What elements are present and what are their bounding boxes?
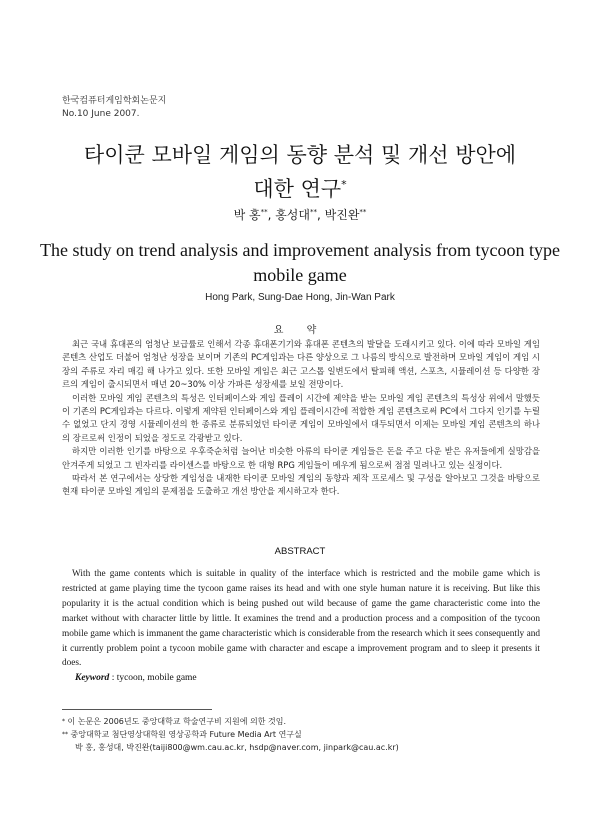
footnote-2-mark: **	[62, 731, 68, 738]
korean-authors: 박 홍**, 홍성대**, 박진완**	[233, 208, 367, 222]
footnotes	[62, 715, 542, 754]
english-title-line1: The study on trend analysis and improvement analysis from tycoon type	[40, 240, 560, 260]
english-authors: Hong Park, Sung-Dae Hong, Jin-Wan Park	[205, 292, 395, 303]
author-1-mark: **	[260, 208, 268, 216]
korean-abstract-paragraph-3: 하지만 이러한 인기를 바탕으로 우후죽순처럼 늘어난 비슷한 아류의 타이쿤 게임들은 돈을 주고 다운 받은 유저들에게 실망감을 안겨주게 되었고 그 빈자리를 라이센스를 바탕으로 한 대형 RPG 게임들이 메우게 됨으로써 점점 밀려나고 있는 실정이다.	[62, 446, 540, 470]
footnote-2-text: 중앙대학교 첨단영상대학원 영상공학과 Future Media Art 연구실	[68, 730, 302, 739]
footnote-rule	[62, 709, 212, 710]
korean-abstract-paragraph-4: 따라서 본 연구에서는 상당한 게임성을 내재한 타이쿤 모바일 게임의 동향과 제작 프로세스 및 구성을 알아보고 그것을 바탕으로 현재 타이쿤 모바일 게임의 문제점을 도출하고 개선 방안을 제시하고자 한다.	[62, 473, 540, 497]
korean-abstract-heading: 요 약	[273, 325, 327, 336]
footnote-1	[62, 715, 542, 728]
english-title-line2: mobile game	[253, 265, 347, 285]
keywords-separator: :	[109, 673, 117, 683]
english-abstract: With the game contents which is suitable in quality of the interface which is restricted and the mobile game which is restricted at game playing time the tycoon game raises its head and with one style human nature it is receiving. But like this popularity it is the actual condition which is being pushed out wild because of game the game characteristic come into the market without with character little by little. It examines the trend and a production process and a composition of the tycoon mobile game which is immanent the game characteristic which is considerable from the research which it sees consequently and it currently problem point a tycoon mobile game with character and escape a improvement program and to sleep it presents it does.	[62, 569, 540, 669]
english-title	[40, 238, 560, 288]
author-3-ko: 박진완	[324, 208, 360, 222]
author-2-mark: **	[310, 208, 317, 216]
footnote-3: 박 홍, 홍성대, 박진완(taiji800@wm.cau.ac.kr, hsdp@naver.com, jinpark@cau.ac.kr)	[75, 743, 399, 752]
korean-title-line2: 대한 연구	[253, 177, 342, 201]
title-footnote-mark: *	[341, 178, 347, 191]
korean-abstract	[62, 338, 540, 499]
author-1-ko: 박 홍	[233, 208, 261, 222]
footnote-1-mark: *	[62, 718, 65, 725]
journal-header	[62, 95, 166, 121]
korean-title-line1: 타이쿤 모바일 게임의 동향 분석 및 개선 방안에	[83, 143, 517, 167]
korean-abstract-paragraph-2: 이러한 모바일 게임 콘텐츠의 특성은 인터페이스와 게임 플레이 시간에 제약을 받는 모바일 게임 콘텐츠의 특성상 위에서 말했듯이 기존의 PC게임과는 다르다. 이렇게 제약된 인터페이스와 게임 플레이시간에 적합한 게임 콘텐츠로써 PC에서 그다지 인기를 누릴 수 없었고 단지 경영 시뮬레이션의 한 종류로 분류되었던 타이쿤 게임이 모바일에서 대두되면서 이제는 모바일 게임 콘텐츠의 하나의 장르로써 인정이 되었을 정도로 각광받고 있다.	[62, 392, 540, 443]
keywords-label: Keyword	[75, 673, 110, 683]
korean-title	[40, 140, 560, 204]
author-2-ko: 홍성대	[275, 208, 310, 222]
footnote-1-text: 이 논문은 2006년도 중앙대학교 학술연구비 지원에 의한 것임.	[65, 717, 286, 726]
footnote-2	[62, 728, 542, 741]
keywords-value: tycoon, mobile game	[116, 673, 197, 683]
author-3-mark: **	[359, 208, 367, 216]
korean-abstract-paragraph-1: 최근 국내 휴대폰의 엄청난 보급률로 인해서 각종 휴대폰기기와 휴대폰 콘텐츠의 발달을 도래시키고 있다. 이에 따라 모바일 게임 콘텐츠 산업도 더불어 엄청난 성장을 보이며 기존의 PC게임과는 다른 양상으로 그 나름의 방식으로 발전하며 모바일 게임이 게임 시장의 주류로 자리 매김 해 나가고 있다. 또한 모바일 게임은 최근 고스톱 일변도에서 탈피해 액션, 스포츠, 시뮬레이션 등 다양한 장르의 게임이 출시되면서 매년 20~30% 이상 가파른 성장세를 보일 전망이다.	[62, 339, 540, 390]
journal-name: 한국컴퓨터게임학회논문지	[62, 96, 167, 106]
english-abstract-heading: ABSTRACT	[274, 546, 326, 557]
keywords	[75, 673, 197, 683]
journal-issue: No.10 June 2007.	[62, 109, 140, 119]
